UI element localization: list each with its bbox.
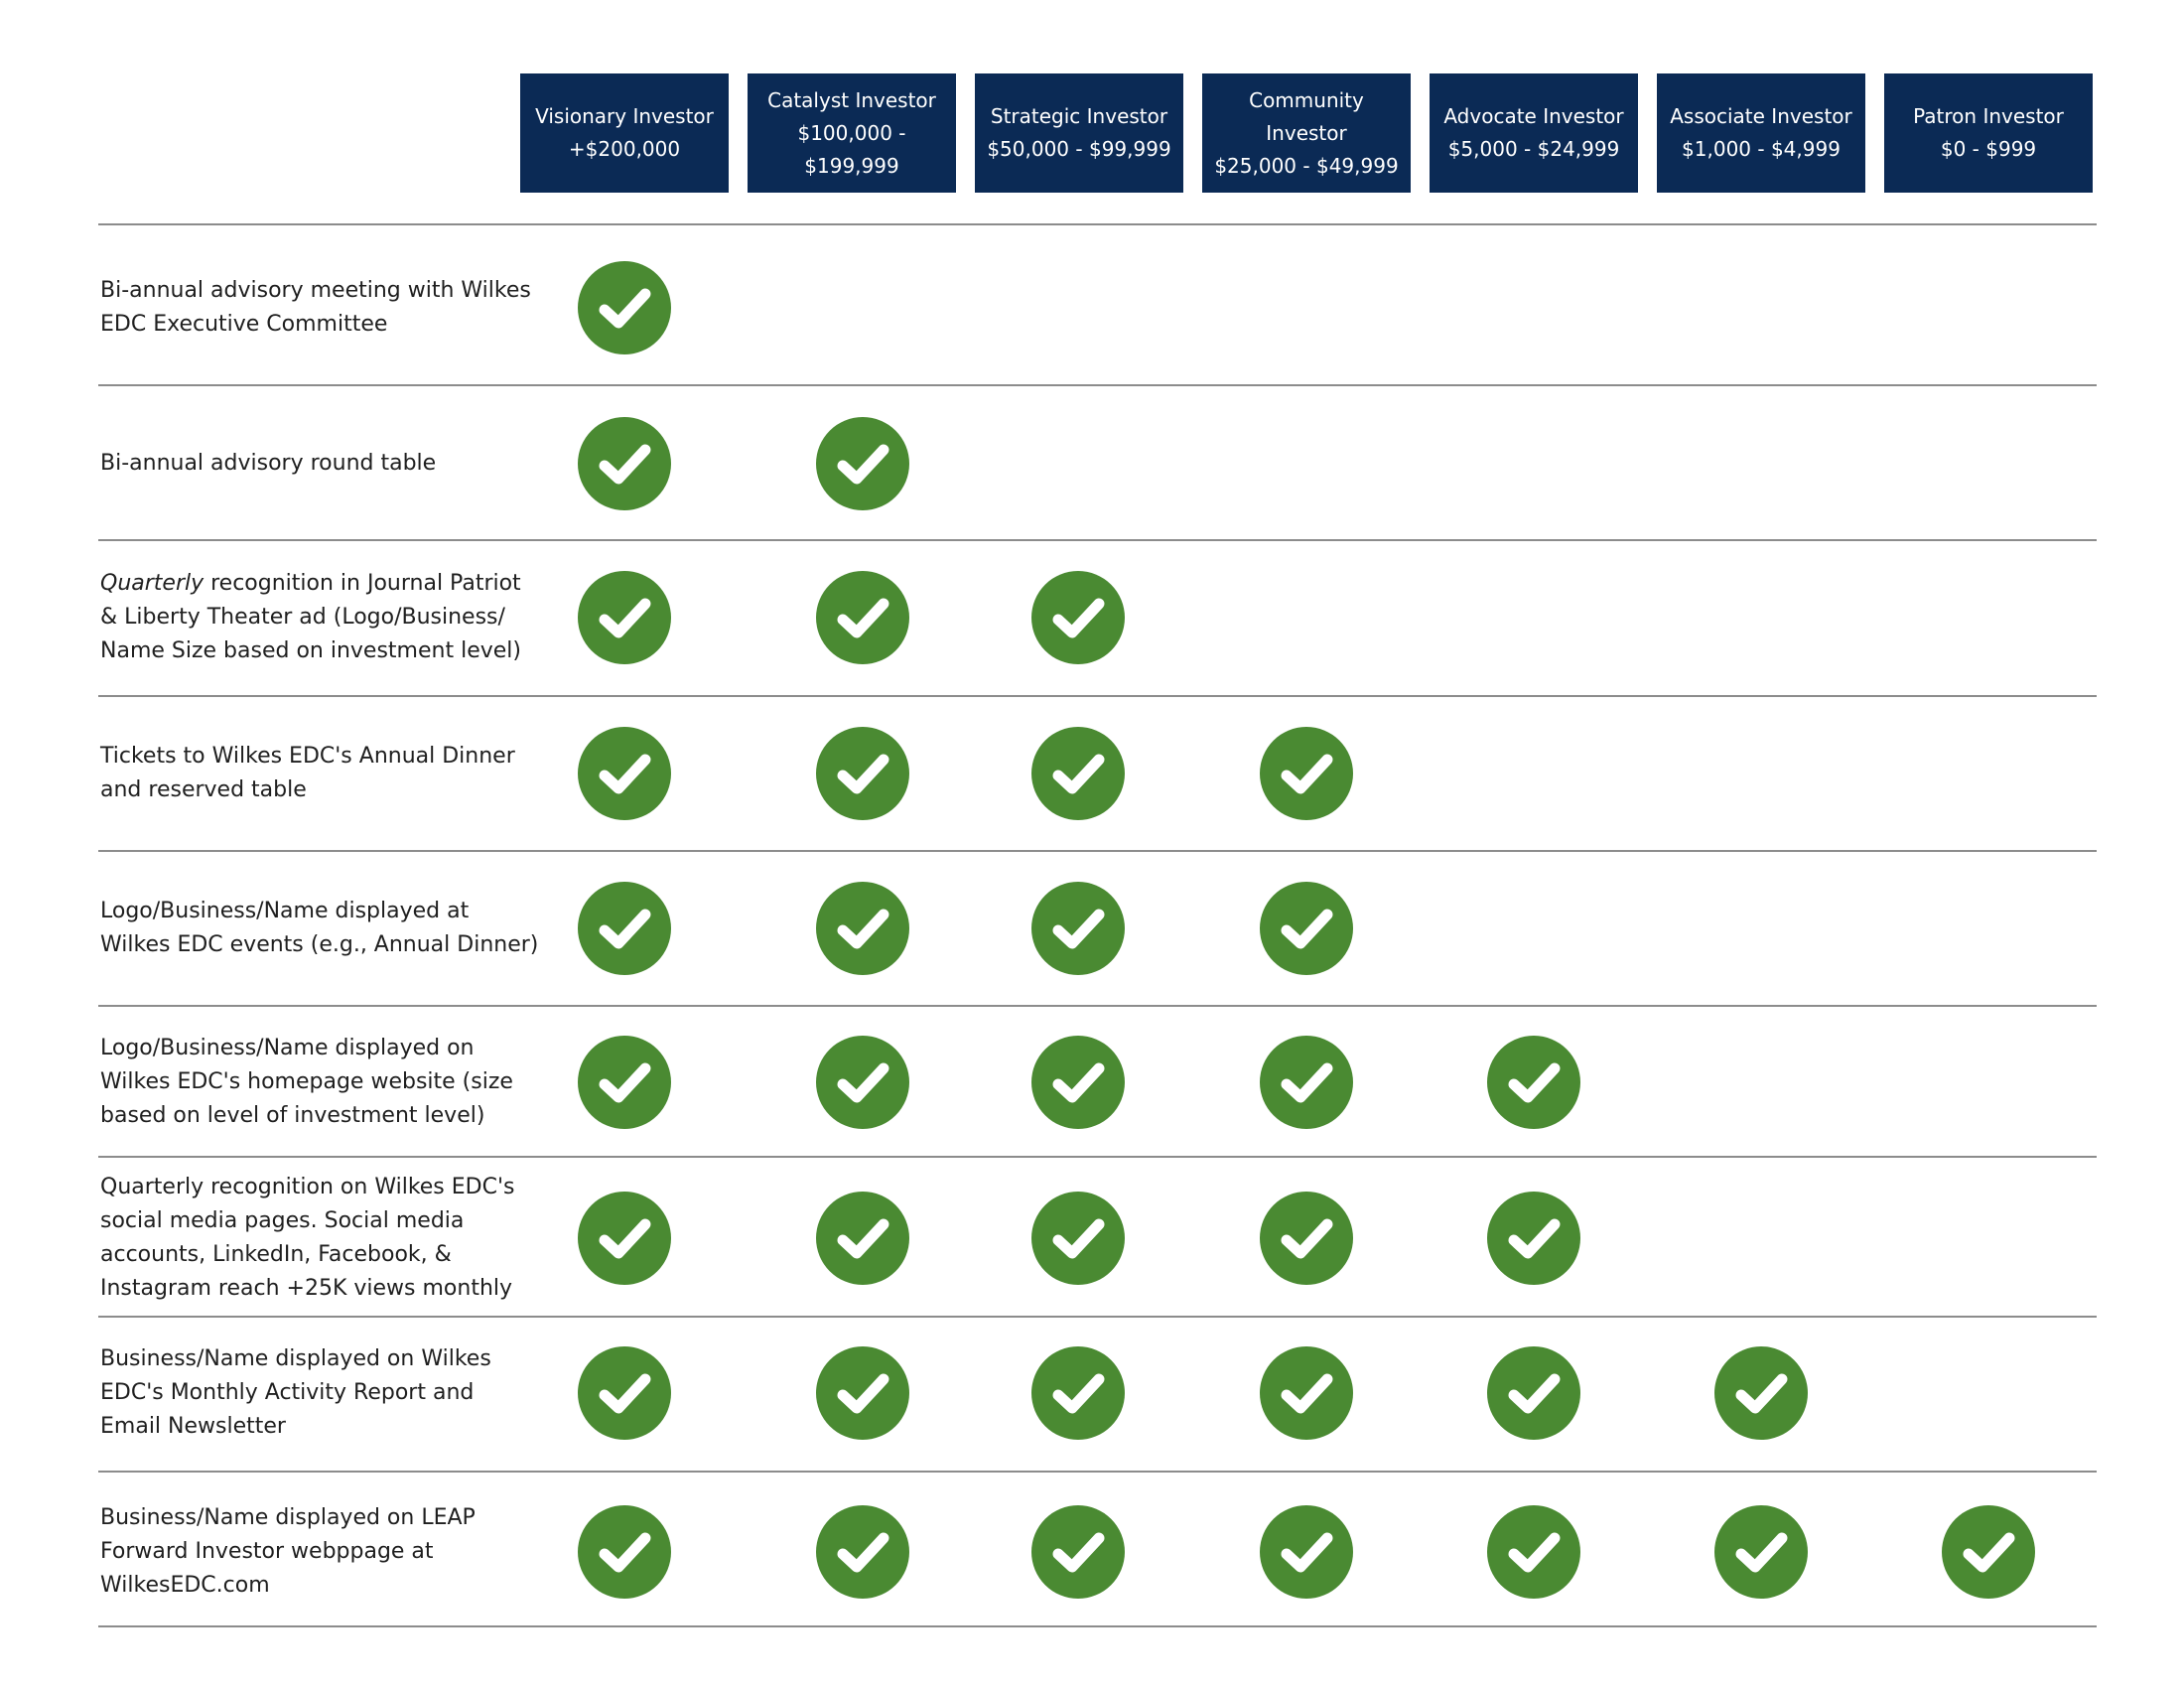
check-circle-icon: [578, 417, 671, 510]
benefit-label-line: Logo/Business/Name displayed on: [100, 1036, 475, 1060]
check-circle-icon: [1942, 1505, 2035, 1599]
row-divider: [98, 384, 2097, 386]
row-divider: [98, 1316, 2097, 1318]
check-circle-icon: [578, 261, 671, 354]
row-divider: [98, 1156, 2097, 1158]
check-circle-icon: [578, 1192, 671, 1285]
check-circle-icon: [816, 1505, 909, 1599]
tier-header-line: $25,000 - $49,999: [1214, 153, 1399, 178]
benefit-label-line: Tickets to Wilkes EDC's Annual Dinner: [100, 744, 515, 769]
tier-header-line: $50,000 - $99,999: [987, 137, 1171, 161]
check-circle-icon: [578, 1036, 671, 1129]
check-circle-icon: [1487, 1192, 1580, 1285]
check-circle-icon: [816, 1346, 909, 1440]
tier-header-line: Advocate Investor: [1443, 104, 1624, 128]
benefit-label-line: Quarterly recognition on Wilkes EDC's: [100, 1175, 515, 1199]
benefit-label-line: Quarterly recognition in Journal Patriot: [100, 571, 521, 596]
benefit-label-line: Bi-annual advisory round table: [100, 451, 437, 476]
benefit-label-line: & Liberty Theater ad (Logo/Business/: [100, 605, 505, 630]
tier-header-line: Patron Investor: [1913, 104, 2064, 128]
row-divider: [98, 223, 2097, 225]
tier-header-line: Investor: [1266, 120, 1347, 145]
check-circle-icon: [1031, 1036, 1125, 1129]
tier-header-line: $5,000 - $24,999: [1447, 137, 1620, 161]
check-circle-icon: [1260, 1505, 1353, 1599]
tier-header-line: +$200,000: [568, 137, 681, 161]
tier-header: [1202, 73, 1411, 193]
benefit-label: [100, 274, 531, 342]
tier-header: [520, 73, 729, 193]
check-circle-icon: [816, 571, 909, 664]
check-circle-icon: [1260, 1346, 1353, 1440]
benefit-label: [100, 567, 521, 668]
benefit-label: [100, 1032, 517, 1133]
row-divider: [98, 1625, 2097, 1627]
benefit-label-line: social media pages. Social media: [100, 1208, 465, 1233]
row-divider: [98, 1005, 2097, 1007]
benefit-label: [100, 1501, 517, 1603]
check-circle-icon: [578, 571, 671, 664]
benefit-label-line: Business/Name displayed on Wilkes: [100, 1346, 491, 1371]
check-circle-icon: [578, 1346, 671, 1440]
tier-header-line: $0 - $999: [1940, 137, 2037, 161]
check-circle-icon: [1031, 882, 1125, 975]
check-circle-icon: [1031, 1505, 1125, 1599]
tier-header-line: $1,000 - $4,999: [1682, 137, 1841, 161]
check-circle-icon: [816, 1036, 909, 1129]
check-circle-icon: [578, 1505, 671, 1599]
check-circle-icon: [816, 1192, 909, 1285]
benefit-label-line: Bi-annual advisory meeting with Wilkes: [100, 278, 531, 303]
tier-header-line: Visionary Investor: [535, 104, 714, 128]
check-circle-icon: [1260, 882, 1353, 975]
benefit-label: [100, 740, 517, 807]
benefit-label-line: Wilkes EDC events (e.g., Annual Dinner): [100, 932, 539, 957]
benefit-label-line: Wilkes EDC's homepage website (size: [100, 1069, 513, 1094]
benefit-label-line: WilkesEDC.com: [100, 1573, 270, 1598]
check-circle-icon: [816, 727, 909, 820]
benefit-label-line: Business/Name displayed on LEAP: [100, 1505, 476, 1530]
check-circle-icon: [816, 417, 909, 510]
benefit-label: [100, 1171, 517, 1306]
tier-header: [975, 73, 1183, 193]
check-circle-icon: [1714, 1346, 1808, 1440]
benefit-label-line: based on level of investment level): [100, 1103, 485, 1128]
row-divider: [98, 539, 2097, 541]
check-circle-icon: [1260, 1192, 1353, 1285]
check-circle-icon: [1487, 1346, 1580, 1440]
tier-header: [748, 73, 956, 193]
tier-header-line: Catalyst Investor: [767, 87, 936, 112]
benefit-label-line: EDC's Monthly Activity Report and: [100, 1380, 475, 1405]
check-circle-icon: [1714, 1505, 1808, 1599]
benefit-label-line: Email Newsletter: [100, 1414, 286, 1439]
benefit-label: [100, 895, 539, 962]
benefit-label: [100, 447, 517, 481]
check-circle-icon: [1260, 1036, 1353, 1129]
benefit-label: [100, 1342, 517, 1444]
check-circle-icon: [1031, 727, 1125, 820]
tier-header-line: Associate Investor: [1670, 104, 1852, 128]
benefit-label-line: Instagram reach +25K views monthly: [100, 1276, 513, 1301]
check-circle-icon: [1031, 571, 1125, 664]
check-circle-icon: [1031, 1346, 1125, 1440]
tier-header-line: $100,000 -: [797, 120, 906, 145]
tier-header: [1657, 73, 1865, 193]
tier-header: [1430, 73, 1638, 193]
benefit-label-line: Logo/Business/Name displayed at: [100, 899, 470, 923]
check-circle-icon: [1487, 1036, 1580, 1129]
check-circle-icon: [1260, 727, 1353, 820]
check-circle-icon: [1031, 1192, 1125, 1285]
check-circle-icon: [1487, 1505, 1580, 1599]
benefit-label-line: Name Size based on investment level): [100, 638, 521, 663]
tier-header-line: Strategic Investor: [990, 104, 1168, 128]
tier-header: [1884, 73, 2093, 193]
tier-header-line: $199,999: [804, 153, 899, 178]
check-circle-icon: [578, 727, 671, 820]
tier-header-line: Community: [1249, 87, 1364, 112]
benefit-label-line: Forward Investor webppage at: [100, 1539, 434, 1564]
benefit-label-line: accounts, LinkedIn, Facebook, &: [100, 1242, 452, 1267]
row-divider: [98, 1471, 2097, 1473]
benefit-label-emphasis: Quarterly: [100, 571, 205, 596]
row-divider: [98, 850, 2097, 852]
row-divider: [98, 695, 2097, 697]
benefit-label-line: and reserved table: [100, 777, 307, 802]
check-circle-icon: [578, 882, 671, 975]
benefit-label-line: EDC Executive Committee: [100, 312, 388, 337]
check-circle-icon: [816, 882, 909, 975]
